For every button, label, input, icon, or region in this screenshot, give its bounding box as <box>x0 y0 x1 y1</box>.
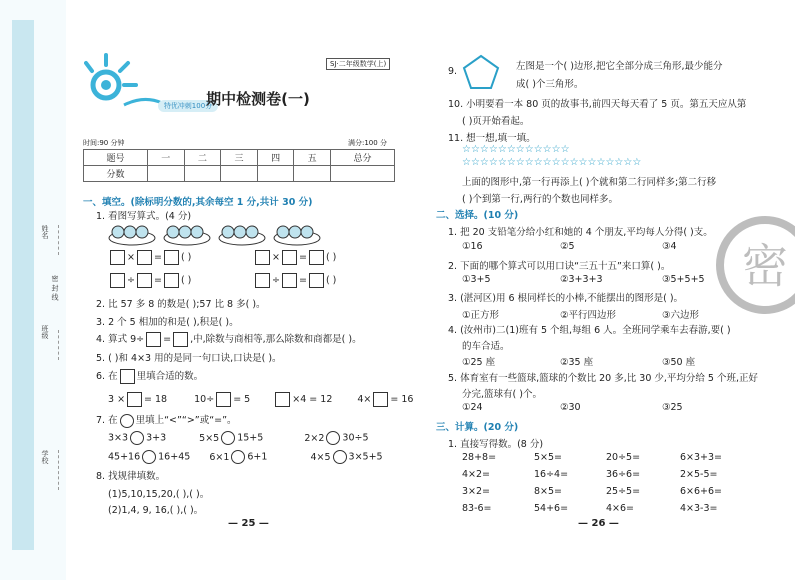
stars-row-2: ☆☆☆☆☆☆☆☆☆☆☆☆☆☆☆☆☆☆☆☆ <box>462 157 642 168</box>
answer-blank[interactable]: ( ) <box>325 275 337 286</box>
q1-expr-mul-2 <box>253 250 336 265</box>
sidebar-seal-label: 密 封 线 <box>51 275 59 301</box>
times-sign: × <box>272 252 280 263</box>
score-header: 四 <box>257 150 294 166</box>
circle-sample-icon <box>120 414 134 428</box>
question-8: 8. 找规律填数。 <box>96 471 166 482</box>
answer-blank[interactable]: ( ) <box>180 275 192 286</box>
answer-box[interactable] <box>255 273 270 288</box>
q11-title: 11. 想一想,填一填。 <box>448 133 536 144</box>
question-2: 2. 比 57 多 8 的数是( );57 比 8 多( )。 <box>96 299 266 310</box>
q7-expr: 4×5 <box>310 451 331 463</box>
q6-text: 6. 在 <box>96 371 118 382</box>
seal-stamp-icon <box>715 210 795 320</box>
fruit-plate-icon <box>108 220 156 246</box>
q1-expr-mul-1 <box>108 250 191 265</box>
q6-item: 4× <box>357 394 372 405</box>
option[interactable]: ①25 座 <box>462 357 496 368</box>
score-cell[interactable] <box>148 166 185 182</box>
stamp-text: 密 <box>742 239 788 293</box>
section-1-title: 一、填空。(除标明分数的,其余每空 1 分,共计 30 分) <box>83 197 313 208</box>
calc-item: 16÷4= <box>534 469 569 480</box>
q7-expr: 6×1 <box>209 451 230 463</box>
q7-expr: 16+45 <box>158 451 191 463</box>
q7-expr: 5×5 <box>199 432 220 444</box>
q6-item: 10÷ <box>194 394 215 405</box>
q10-text-2: ( )页开始看起。 <box>462 116 530 127</box>
page-title: 期中检测卷(一) <box>206 90 310 108</box>
q7-row-2 <box>108 450 383 464</box>
sidebar-line <box>58 225 59 255</box>
calc-item: 28+8= <box>462 452 497 463</box>
grade-tag: SJ·二年级数学(上) <box>326 58 390 70</box>
calc-title: 1. 直接写得数。(8 分) <box>448 439 544 450</box>
compare-circle[interactable] <box>231 450 245 464</box>
section-2-title: 二、选择。(10 分) <box>436 210 519 221</box>
score-header-row <box>84 150 395 166</box>
divide-sign: ÷ <box>272 275 280 286</box>
option[interactable]: ①3+5 <box>462 274 491 285</box>
q7-expr: 15+5 <box>237 432 264 444</box>
q6-item: = 5 <box>233 394 251 405</box>
calc-item: 20÷5= <box>606 452 641 463</box>
fruit-plate-icon <box>218 220 266 246</box>
choice-5: 5. 体育室有一些篮球,篮球的个数比 20 多,比 30 少,平均分给 5 个班,正好 <box>448 373 759 384</box>
calc-item: 25÷5= <box>606 486 641 497</box>
answer-blank[interactable]: ( ) <box>325 252 337 263</box>
q7-expr: 3+3 <box>146 432 167 444</box>
question-6 <box>96 368 203 384</box>
pentagon-icon <box>462 54 500 90</box>
q11-text-1: 上面的图形中,第一行再添上( )个就和第二行同样多;第二行移 <box>462 177 717 188</box>
calc-item: 8×5= <box>534 486 563 497</box>
calc-item: 3×2= <box>462 486 491 497</box>
q6-item: ×4 = 12 <box>292 394 333 405</box>
equals-sign: = <box>163 334 172 345</box>
binding-sidebar <box>0 0 66 580</box>
q7-text: 里填上“<”“>”或“=”。 <box>135 415 237 426</box>
answer-box[interactable] <box>137 250 152 265</box>
answer-box[interactable] <box>275 392 290 407</box>
q10-text-1: 10. 小明要看一本 80 页的故事书,前四天每天看了 5 页。第五天应从第 <box>448 99 747 110</box>
question-3: 3. 2 个 5 相加的和是( ),积是( )。 <box>96 317 239 328</box>
choice-1: 1. 把 20 支铅笔分给小红和她的 4 个朋友,平均每人分得( )支。 <box>448 227 713 238</box>
section-3-title: 三、计算。(20 分) <box>436 422 519 433</box>
stars-row-1: ☆☆☆☆☆☆☆☆☆☆☆☆ <box>462 144 570 155</box>
question-4 <box>96 331 362 347</box>
answer-box[interactable] <box>110 273 125 288</box>
equals-sign: = <box>153 252 162 263</box>
sidebar-school-label: 学校 <box>41 450 49 464</box>
answer-box[interactable] <box>146 332 161 347</box>
q6-items <box>108 392 413 407</box>
q6-item: 3 × <box>108 394 126 405</box>
answer-box[interactable] <box>282 250 297 265</box>
calc-item: 6×3+3= <box>680 452 723 463</box>
equals-sign: = <box>298 275 307 286</box>
answer-box[interactable] <box>216 392 231 407</box>
option[interactable]: ②5 <box>560 241 575 252</box>
choice-4: 4. (汝州市)二(1)班有 5 个组,每组 6 人。全班同学乘车去春游,要( ) <box>448 325 731 336</box>
option[interactable]: ②35 座 <box>560 357 594 368</box>
q9-text-1: 左图是一个( )边形,把它全部分成三角形,最少能分 <box>516 61 723 72</box>
answer-box[interactable] <box>110 250 125 265</box>
q9-text-2: 成( )个三角形。 <box>516 79 584 90</box>
compare-circle[interactable] <box>142 450 156 464</box>
answer-box[interactable] <box>309 250 324 265</box>
compare-circle[interactable] <box>130 431 144 445</box>
time-label: 时间:90 分钟 <box>83 139 125 147</box>
score-header: 二 <box>184 150 221 166</box>
option[interactable]: ③25 <box>662 402 683 413</box>
compare-circle[interactable] <box>333 450 347 464</box>
score-cell[interactable] <box>184 166 221 182</box>
q8-part-2: (2)1,4, 9, 16,( ),( )。 <box>108 505 204 516</box>
sidebar-class-label: 班级 <box>41 325 49 339</box>
option[interactable]: ③4 <box>662 241 677 252</box>
ribbon-label: 特优冲刺100分 <box>158 100 218 112</box>
q4-text: 4. 算式 9÷ <box>96 334 145 345</box>
times-sign: × <box>127 252 135 263</box>
sidebar-line <box>58 450 59 490</box>
sun-logo-icon <box>84 45 164 115</box>
calc-item: 36÷6= <box>606 469 641 480</box>
divide-sign: ÷ <box>127 275 135 286</box>
q7-expr: 3×5+5 <box>348 451 383 463</box>
q7-expr: 6+1 <box>247 451 268 463</box>
option[interactable]: ①16 <box>462 241 483 252</box>
q7-row-1 <box>108 431 369 445</box>
option[interactable]: ②平行四边形 <box>560 310 617 321</box>
score-cell[interactable] <box>257 166 294 182</box>
q1-expr-div-2 <box>253 273 336 288</box>
box-sample-icon <box>120 369 135 384</box>
score-header: 总分 <box>330 150 394 166</box>
choice-4-text-2: 的车合适。 <box>462 341 510 352</box>
q7-text: 7. 在 <box>96 415 118 426</box>
answer-box[interactable] <box>282 273 297 288</box>
option[interactable]: ①24 <box>462 402 483 413</box>
question-5: 5. ( )和 4×3 用的是同一句口诀,口诀是( )。 <box>96 353 282 364</box>
q6-item: = 16 <box>390 394 414 405</box>
answer-box[interactable] <box>255 250 270 265</box>
calc-item: 4×2= <box>462 469 491 480</box>
calc-item: 83-6= <box>462 503 492 514</box>
q6-text: 里填合适的数。 <box>136 371 204 382</box>
calc-item: 2×5-5= <box>680 469 718 480</box>
calc-item: 5×5= <box>534 452 563 463</box>
choice-5-text-2: 分完,篮球有( )个。 <box>462 389 542 400</box>
score-row-label: 分数 <box>84 166 148 182</box>
q9-number: 9. <box>448 66 458 77</box>
answer-box[interactable] <box>309 273 324 288</box>
q1-expr-div-1 <box>108 273 191 288</box>
choice-2: 2. 下面的哪个算式可以用口诀“三五十五”来口算( )。 <box>448 261 671 272</box>
fruit-plate-icon <box>163 220 211 246</box>
q6-item: = 18 <box>144 394 168 405</box>
answer-box[interactable] <box>127 392 142 407</box>
calc-item: 54+6= <box>534 503 569 514</box>
sidebar-band <box>12 20 34 550</box>
option[interactable]: ②3+3+3 <box>560 274 603 285</box>
score-header: 三 <box>221 150 258 166</box>
q8-part-1: (1)5,10,15,20,( ),( )。 <box>108 489 210 500</box>
question-1: 1. 看图写算式。(4 分) <box>96 211 192 222</box>
equals-sign: = <box>153 275 162 286</box>
option[interactable]: ③50 座 <box>662 357 696 368</box>
fruit-plate-icon <box>273 220 321 246</box>
option[interactable]: ③六边形 <box>662 310 700 321</box>
full-score-label: 满分:100 分 <box>348 139 387 147</box>
page-number-left: — 25 — <box>228 518 269 529</box>
q7-expr: 3×3 <box>108 432 129 444</box>
compare-circle[interactable] <box>221 431 235 445</box>
score-cell[interactable] <box>221 166 258 182</box>
option[interactable]: ②30 <box>560 402 581 413</box>
answer-box[interactable] <box>164 250 179 265</box>
calc-item: 4×6= <box>606 503 635 514</box>
score-header: 五 <box>294 150 331 166</box>
score-cell[interactable] <box>294 166 331 182</box>
option[interactable]: ③5+5+5 <box>662 274 705 285</box>
sidebar-name-label: 姓名 <box>41 225 49 239</box>
q7-expr: 30÷5 <box>342 432 369 444</box>
answer-box[interactable] <box>164 273 179 288</box>
score-header: 一 <box>148 150 185 166</box>
answer-blank[interactable]: ( ) <box>180 252 192 263</box>
q11-text-2: ( )个到第一行,两行的个数也同样多。 <box>462 194 618 205</box>
score-table <box>83 149 395 182</box>
q7-expr: 45+16 <box>108 451 141 463</box>
score-row <box>84 166 395 182</box>
choice-3: 3. (湛河区)用 6 根同样长的小棒,不能摆出的图形是( )。 <box>448 293 684 304</box>
compare-circle[interactable] <box>326 431 340 445</box>
answer-box[interactable] <box>137 273 152 288</box>
sidebar-line <box>58 330 59 360</box>
q7-expr: 2×2 <box>304 432 325 444</box>
calc-item: 4×3-3= <box>680 503 718 514</box>
q4-text: ,中,除数与商相等,那么除数和商都是( )。 <box>190 334 362 345</box>
answer-box[interactable] <box>173 332 188 347</box>
equals-sign: = <box>298 252 307 263</box>
answer-box[interactable] <box>373 392 388 407</box>
score-cell[interactable] <box>330 166 394 182</box>
option[interactable]: ①正方形 <box>462 310 500 321</box>
score-header: 题号 <box>84 150 148 166</box>
page-number-right: — 26 — <box>578 518 619 529</box>
calc-item: 6×6+6= <box>680 486 723 497</box>
question-7 <box>96 412 237 428</box>
